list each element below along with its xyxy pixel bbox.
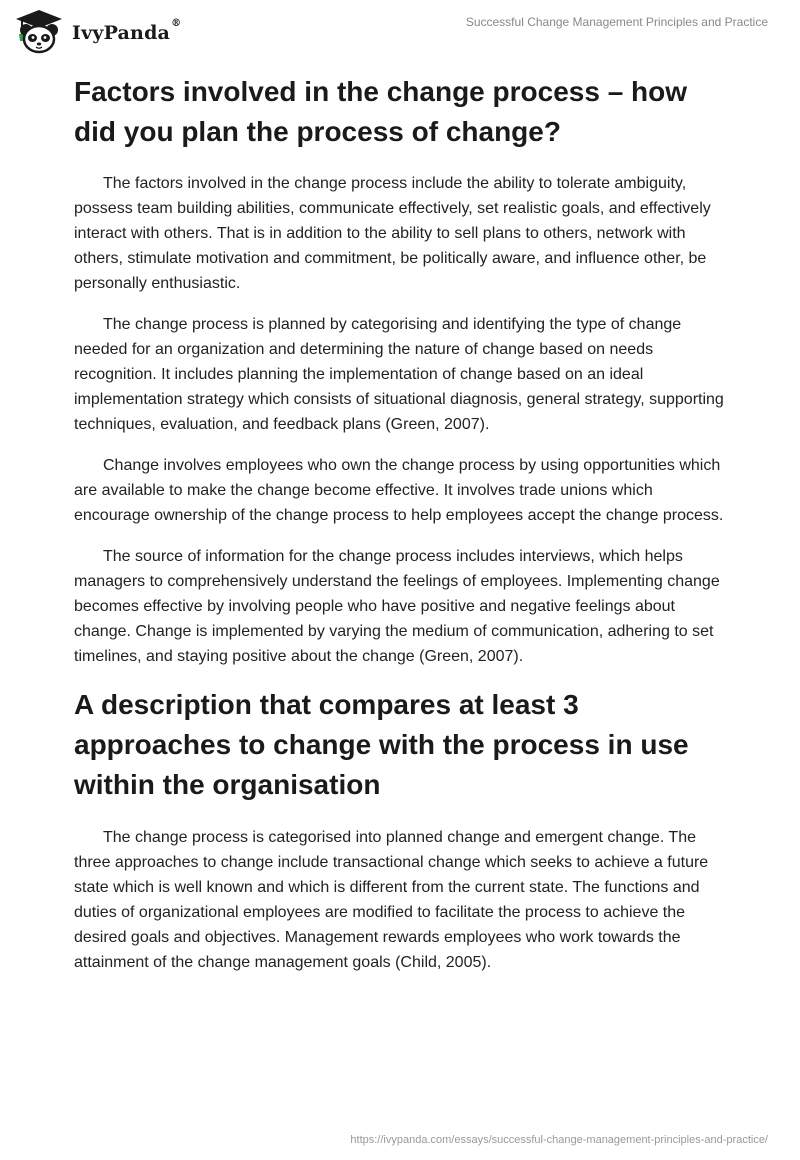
section-heading: Factors involved in the change process – how did you plan the process of change? — [74, 76, 688, 147]
document-running-title: Successful Change Management Principles and Practice — [465, 15, 768, 29]
ivypanda-logo[interactable] — [12, 8, 181, 56]
section-approaches-comparison — [74, 685, 730, 975]
panda-graduate-icon — [12, 8, 66, 56]
brand-name: IvyPanda® — [72, 18, 182, 44]
page-header — [0, 0, 800, 60]
section-change-factors — [74, 72, 730, 669]
paragraph: Change involves employees who own the change process by using opportunities which are available to make the change become effective. It involves trade unions which encourage ownership of the change process to help employees accept the change process. — [74, 457, 724, 524]
essay-body — [74, 72, 730, 975]
paragraph: The factors involved in the change process include the ability to tolerate ambiguity, possess team building abilities, communicate effectively, set realistic goals, and effectively interact with others. That is in addition to the ability to sell plans to others, network with others, stimulate motivation and commitment, be politically aware, and influence other, be personally enthusiastic. — [74, 175, 711, 292]
paragraph: The change process is planned by categorising and identifying the type of change needed for an organization and determining the nature of change based on needs recognition. It includes planning the implementation of change based on an ideal implementation strategy which consists of situational diagnosis, general strategy, supporting techniques, evaluation, and feedback plans (Green, 2007). — [74, 316, 724, 433]
paragraph: The change process is categorised into planned change and emergent change. The three approaches to change include transactional change which seeks to achieve a future state which is well known and which is different from the current state. The functions and duties of organizational employees are modified to facilitate the process to achieve the desired goals and objectives. Management rewards employees who work towards the attainment of the change management goals (Child, 2005). — [74, 829, 709, 971]
paragraph: The source of information for the change process includes interviews, which helps managers to comprehensively understand the feelings of employees. Implementing change becomes effective by involving people who have positive and negative feelings about change. Change is implemented by varying the medium of communication, adhering to set timelines, and staying positive about the change (Green, 2007). — [74, 548, 720, 665]
section-heading: A description that compares at least 3 approaches to change with the process in use within the organisation — [74, 689, 689, 800]
source-url[interactable]: https://ivypanda.com/essays/successful-change-management-principles-and-practice/ — [350, 1134, 768, 1146]
